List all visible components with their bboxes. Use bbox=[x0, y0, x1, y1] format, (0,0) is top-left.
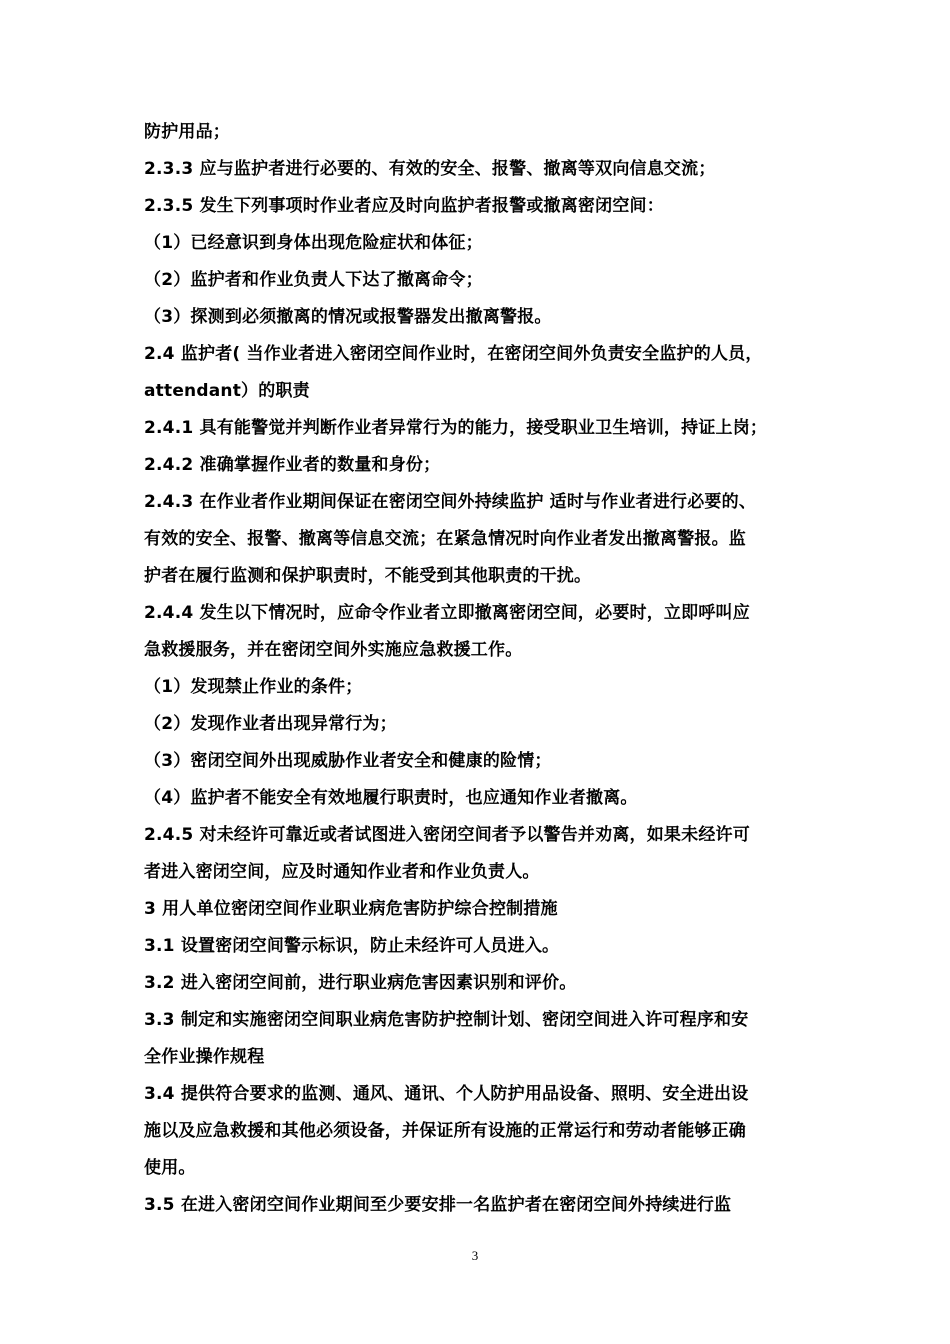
text-line: 2.4.4 发生以下情况时，应命令作业者立即撤离密闭空间，必要时，立即呼叫应 bbox=[144, 603, 750, 623]
text-line: 2.3.5 发生下列事项时作业者应及时向监护者报警或撤离密闭空间： bbox=[144, 196, 664, 216]
text-line: （1）发现禁止作业的条件； bbox=[144, 677, 363, 697]
text-line: 2.4.2 准确掌握作业者的数量和身份； bbox=[144, 455, 441, 475]
text-line: （3）密闭空间外出现威胁作业者安全和健康的险情； bbox=[144, 751, 552, 771]
text-line: 护者在履行监测和保护职责时，不能受到其他职责的干扰。 bbox=[144, 566, 592, 586]
text-line: 施以及应急救援和其他必须设备，并保证所有设施的正常运行和劳动者能够正确 bbox=[144, 1121, 746, 1141]
text-line: 全作业操作规程 bbox=[144, 1047, 265, 1067]
text-line: 3.1 设置密闭空间警示标识，防止未经许可人员进入。 bbox=[144, 936, 560, 956]
text-line: 3 用人单位密闭空间作业职业病危害防护综合控制措施 bbox=[144, 899, 558, 919]
text-line: 3.4 提供符合要求的监测、通风、通讯、个人防护用品设备、照明、安全进出设 bbox=[144, 1084, 749, 1104]
text-line: （2）发现作业者出现异常行为； bbox=[144, 714, 397, 734]
document-body bbox=[144, 114, 812, 1224]
text-line: 2.4.5 对未经许可靠近或者试图进入密闭空间者予以警告并劝离，如果未经许可 bbox=[144, 825, 750, 845]
text-line: （3）探测到必须撤离的情况或报警器发出撤离警报。 bbox=[144, 307, 552, 327]
text-line: 使用。 bbox=[144, 1158, 196, 1178]
text-line: 3.5 在进入密闭空间作业期间至少要安排一名监护者在密闭空间外持续进行监 bbox=[144, 1195, 732, 1215]
text-line: 2.3.3 应与监护者进行必要的、有效的安全、报警、撤离等双向信息交流； bbox=[144, 159, 716, 179]
text-line: 2.4.1 具有能警觉并判断作业者异常行为的能力，接受职业卫生培训，持证上岗； bbox=[144, 418, 768, 438]
text-line: 3.2 进入密闭空间前，进行职业病危害因素识别和评价。 bbox=[144, 973, 577, 993]
text-line: 3.3 制定和实施密闭空间职业病危害防护控制计划、密闭空间进入许可程序和安 bbox=[144, 1010, 749, 1030]
text-line: 2.4.3 在作业者作业期间保证在密闭空间外持续监护 适时与作业者进行必要的、 bbox=[144, 492, 757, 512]
text-line: attendant）的职责 bbox=[144, 381, 310, 401]
text-line: （1）已经意识到身体出现危险症状和体征； bbox=[144, 233, 483, 253]
text-line: 2.4 监护者( 当作业者进入密闭空间作业时，在密闭空间外负责安全监护的人员， bbox=[144, 344, 763, 364]
text-line: 急救援服务，并在密闭空间外实施应急救援工作。 bbox=[144, 640, 523, 660]
text-line: 防护用品； bbox=[144, 122, 230, 142]
text-line: （2）监护者和作业负责人下达了撤离命令； bbox=[144, 270, 483, 290]
text-line: 有效的安全、报警、撤离等信息交流；在紧急情况时向作业者发出撤离警报。监 bbox=[144, 529, 746, 549]
page-number: 3 bbox=[471, 1248, 479, 1263]
text-line: 者进入密闭空间，应及时通知作业者和作业负责人。 bbox=[144, 862, 540, 882]
text-line: （4）监护者不能安全有效地履行职责时，也应通知作业者撤离。 bbox=[144, 788, 638, 808]
